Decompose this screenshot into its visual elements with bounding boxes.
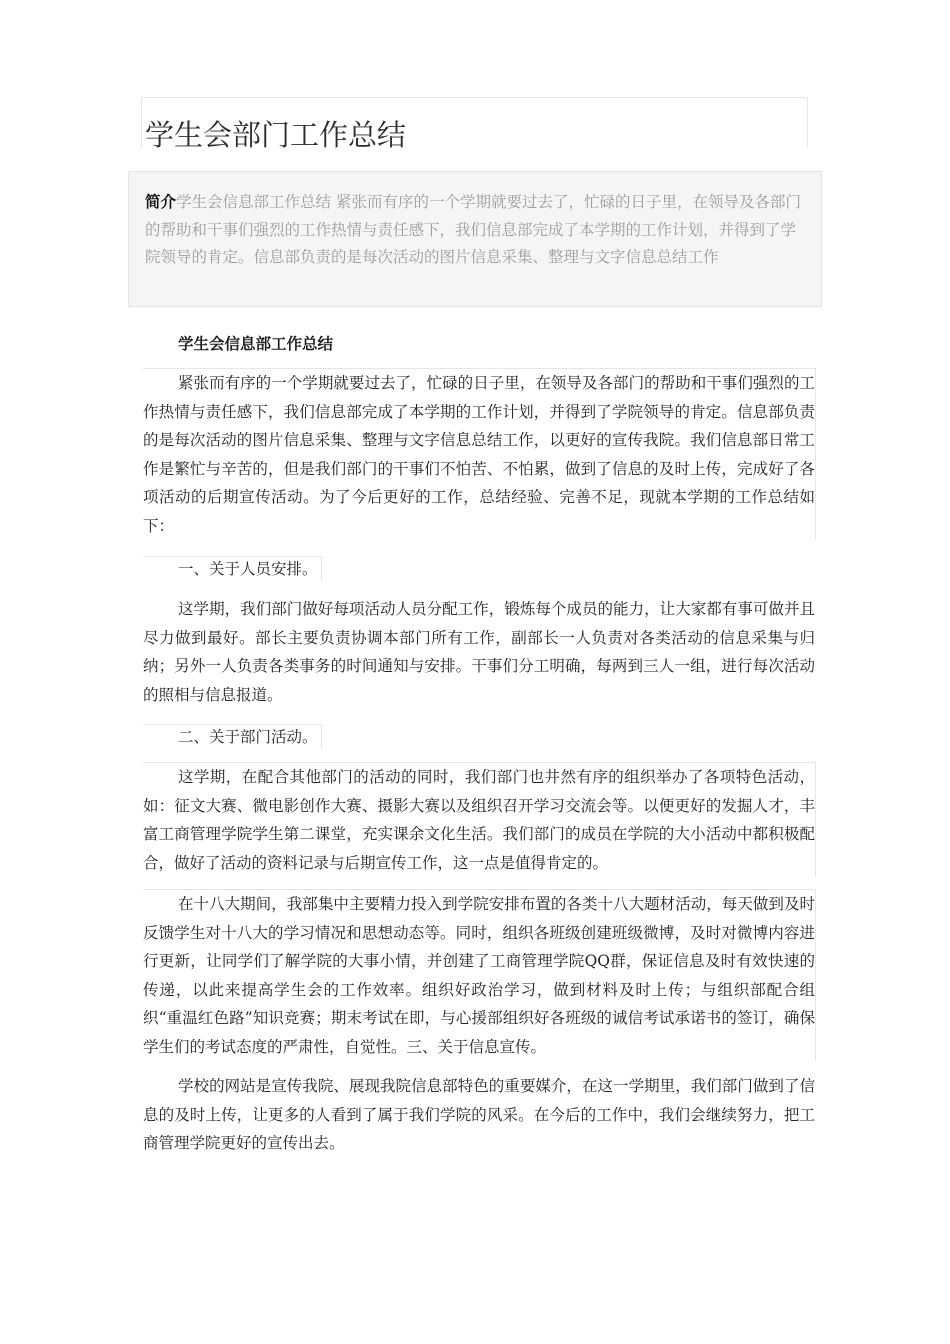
paragraph-congress: 在十八大期间，我部集中主要精力投入到学院安排布置的各类十八大题材活动，每天做到及时反馈学生对十八大的学习情况和思想动态等。同时，组织各班级创建班级微博，及时对微博内容进行更新，让同学们了解学院的大事小情，并创建了工商管理学院QQ群，保证信息及时有效快速的传递，以此来提高学生会的工作效率。组织好政治学习，做到材料及时上传；与组织部配合组织“重温红色路”知识竞赛；期末考试在即，与心援部组织好各班级的诚信考试承诺书的签订，确保学生们的考试态度的严肃性，自觉性。三、关于信息宣传。: [143, 889, 816, 1061]
summary-text: 学生会信息部工作总结 紧张而有序的一个学期就要过去了，忙碌的日子里，在领导及各部门的帮助和干事们强烈的工作热情与责任感下，我们信息部完成了本学期的工作计划，并得到了学院领导的肯定。信息部负责的是每次活动的图片信息采集、整理与文字信息总结工作: [145, 193, 801, 266]
document-title: 学生会部门工作总结: [145, 118, 407, 153]
section-heading-staffing: 一、关于人员安排。: [143, 556, 322, 581]
summary-box: [128, 171, 822, 307]
paragraph-intro: 紧张而有序的一个学期就要过去了，忙碌的日子里，在领导及各部门的帮助和干事们强烈的工作热情与责任感下，我们信息部完成了本学期的工作计划，并得到了学院领导的肯定。信息部负责的是每次活动的图片信息采集、整理与文字信息总结工作，以更好的宣传我院。我们信息部日常工作是繁忙与辛苦的，但是我们部门的干事们不怕苦、不怕累，做到了信息的及时上传，完成好了各项活动的后期宣传活动。为了今后更好的工作，总结经验、完善不足，现就本学期的工作总结如下：: [143, 368, 816, 540]
section-heading-activities: 二、关于部门活动。: [143, 724, 322, 749]
title-box: [141, 97, 808, 153]
paragraph-publicity: 学校的网站是宣传我院、展现我院信息部特色的重要媒介，在这一学期里，我们部门做到了信息的及时上传，让更多的人看到了属于我们学院的风采。在今后的工作中，我们会继续努力，把工商管理学院更好的宣传出去。: [143, 1077, 815, 1152]
paragraph-staffing: 这学期，我们部门做好每项活动人员分配工作，锻炼每个成员的能力，让大家都有事可做并且尽力做到最好。部长主要负责协调本部门所有工作，副部长一人负责对各类活动的信息采集与归纳；另外一人负责各类事务的时间通知与安排。干事们分工明确，每两到三人一组，进行每次活动的照相与信息报道。: [143, 600, 815, 704]
paragraph-activities: 这学期，在配合其他部门的活动的同时，我们部门也井然有序的组织举办了各项特色活动，如：征文大赛、微电影创作大赛、摄影大赛以及组织召开学习交流会等。以便更好的发掘人才，丰富工商管理学院学生第二课堂，充实课余文化生活。我们部门的成员在学院的大小活动中都积极配合，做好了活动的资料记录与后期宣传工作，这一点是值得肯定的。: [143, 762, 816, 877]
summary-label: 简介: [145, 192, 177, 211]
article-heading: 学生会信息部工作总结: [178, 334, 334, 353]
